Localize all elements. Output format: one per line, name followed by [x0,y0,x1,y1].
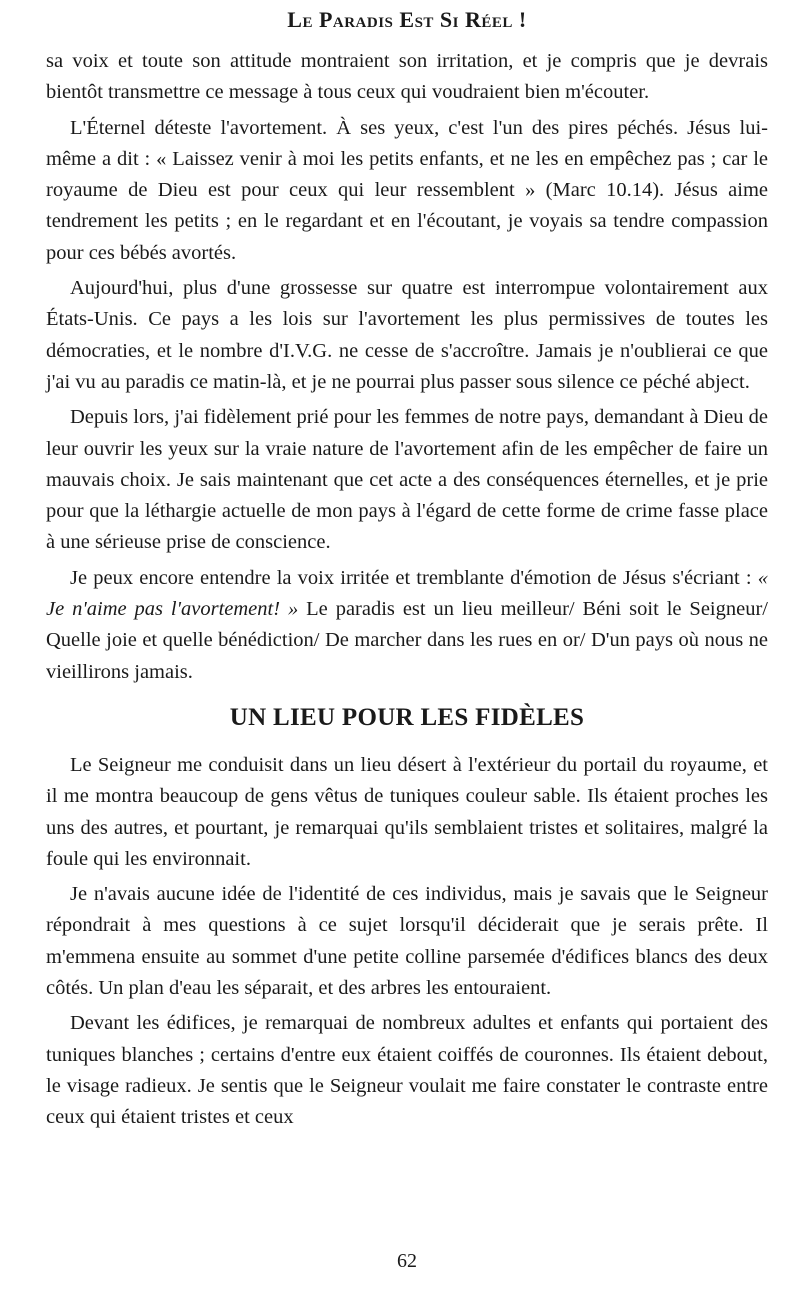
page-number: 62 [397,1250,417,1272]
paragraph-4: Depuis lors, j'ai fidèlement prié pour les femmes de notre pays, demandant à Dieu de leur ouvrir les yeux sur la vraie nature de l'avortement afin de les empêcher de faire un mauvais choix. Je sais maintenant que cet acte a des conséquences éternelles, et je prie pour que la léthargie actuelle de mon pays à l'égard de cette forme de crime fasse place à une sérieuse prise de conscience. [46,406,768,554]
paragraph-7: Je n'avais aucune idée de l'identité de ces individus, mais je savais que le Seigneur répondrait à mes questions à ce sujet lorsqu'il déciderait que je serais prête. Il m'emmena ensuite au sommet d'une petite colline parsemée d'édifices blancs des deux côtés. Un plan d'eau les séparait, et des arbres les entouraient. [46,883,768,1000]
paragraph-5 [46,563,768,688]
paragraph-5-tail: Le paradis est un lieu meilleur/ Béni soit le Seigneur/ Quelle joie et quelle bénédiction/ De marcher dans les rues en or/ D'un pays où nous ne vieillirons jamais. [46,598,768,683]
paragraph-2: L'Éternel déteste l'avortement. À ses yeux, c'est l'un des pires péchés. Jésus lui-même a dit : « Laissez venir à moi les petits enfants, et ne les en empêchez pas ; car le royaume de Dieu est pour ceux qui leur ressemblent » (Marc 10.14). Jésus aime tendrement les petits ; en le regardant et en l'écoutant, je voyais sa tendre compassion pour ces bébés avortés. [46,116,768,264]
paragraph-3: Aujourd'hui, plus d'une grossesse sur quatre est interrompue volontairement aux États-Unis. Ce pays a les lois sur l'avortement les plus permissives de toutes les démocraties, et le nombre d'I.V.G. ne cesse de s'accroître. Jamais je n'oublierai ce que j'ai vu au paradis ce matin-là, et je ne pourrai plus passer sous silence ce péché abject. [46,277,768,393]
running-head: Le Paradis Est Si Réel ! [287,7,527,32]
paragraph-1: sa voix et toute son attitude montraient son irritation, et je compris que je devrais bientôt transmettre ce message à tous ceux qui voudraient bien m'écouter. [46,50,768,104]
book-page [46,0,768,1294]
paragraph-6: Le Seigneur me conduisit dans un lieu désert à l'extérieur du portail du royaume, et il me montra beaucoup de gens vêtus de tuniques couleur sable. Ils étaient proches les uns des autres, et pourtant, je remarquai qu'ils semblaient tristes et solitaires, malgré la foule qui les environnait. [46,753,768,870]
paragraph-8: Devant les édifices, je remarquai de nombreux adultes et enfants qui portaient des tuniques blanches ; certains d'entre eux étaient coiffés de couronnes. Ils étaient debout, le visage radieux. Je sentis que le Seigneur voulait me faire constater le contraste entre ceux qui étaient tristes et ceux [46,1012,768,1129]
paragraph-5-lead: Je peux encore entendre la voix irritée et tremblante d'émotion de Jésus s'écriant : [70,566,758,589]
jesus-quote: « Je n'aime pas l'avortement! » [46,566,768,621]
section-heading: UN LIEU POUR LES FIDÈLES [229,703,585,731]
body-text [46,46,768,1138]
